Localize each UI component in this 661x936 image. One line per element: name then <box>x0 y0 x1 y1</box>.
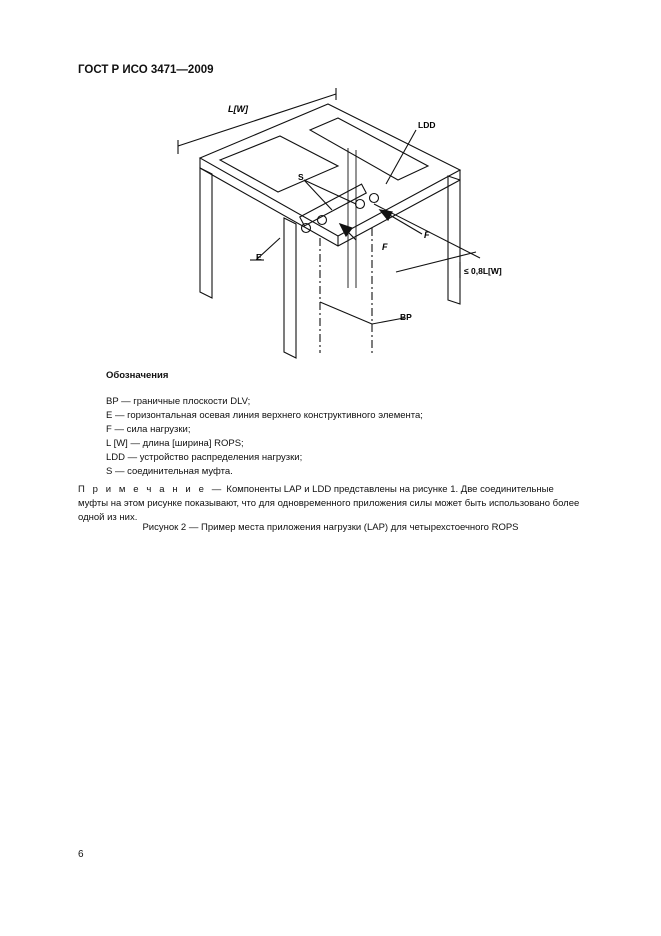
note-text: Компоненты LAP и LDD представлены на рисунке 1. Две соединительные муфты на этом рисунке показывают, что для одновременного приложения силы может быть использовано более одной из них. <box>78 484 580 523</box>
document-header: ГОСТ Р ИСО 3471—2009 <box>78 64 214 76</box>
label-e: E <box>256 252 262 262</box>
legend-title: Обозначения <box>106 370 169 381</box>
label-bp: BP <box>400 312 412 322</box>
label-lw: L[W] <box>228 104 248 114</box>
post-front-left <box>200 168 212 298</box>
label-distance: ≤ 0,8L[W] <box>464 266 502 276</box>
legend-item: E — горизонтальная осевая линия верхнего конструктивного элемента; <box>106 410 423 421</box>
legend-item: S — соединительная муфта. <box>106 466 233 477</box>
page-number: 6 <box>78 849 84 860</box>
dimension-line-lw <box>178 94 336 146</box>
note-prefix: П р и м е ч а н и е — <box>78 484 224 495</box>
rops-figure <box>160 88 520 368</box>
label-f-right: F <box>424 230 430 240</box>
top-frame-inner-left <box>220 136 338 192</box>
figure-caption: Рисунок 2 — Пример места приложения нагрузки (LAP) для четырехстоечного ROPS <box>142 522 519 533</box>
post-front-right <box>284 218 296 358</box>
legend-item: BP — граничные плоскости DLV; <box>106 396 251 407</box>
legend-item: L [W] — длина [ширина] ROPS; <box>106 438 244 449</box>
post-back-right <box>448 176 460 304</box>
label-f-middle: F <box>382 242 388 252</box>
label-ldd: LDD <box>418 120 436 130</box>
force-arrow-right <box>380 210 392 220</box>
label-s: S <box>298 172 304 182</box>
legend-item: LDD — устройство распределения нагрузки; <box>106 452 303 463</box>
legend-list <box>106 395 423 479</box>
note-paragraph <box>78 483 583 525</box>
legend-item: F — сила нагрузки; <box>106 424 191 435</box>
